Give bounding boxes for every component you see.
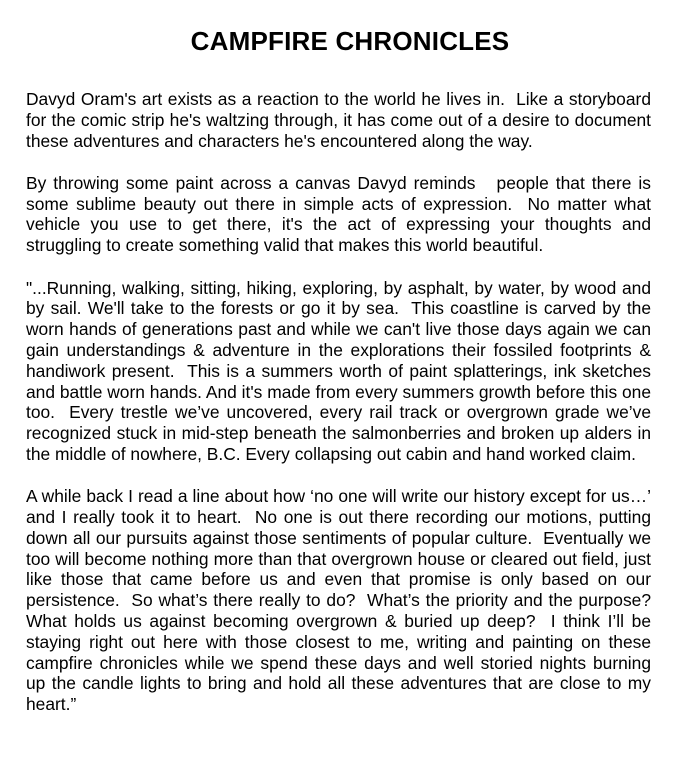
paragraph-quote: "...Running, walking, sitting, hiking, exploring, by asphalt, by water, by wood and by sail. We'll take to the forests or go it by sea. This coastline is carved by the worn hands of generations past and while we can't live those days again we can gain understandings & adventure in the explorations their fossiled footprints & handiwork present. This is a summers worth of paint splatterings, ink sketches and battle worn hands. And it's made from every summers growth before this one too. Every trestle we’ve uncovered, every rail track or overgrown grade we’ve recognized stuck in mid-step beneath the salmonberries and broken up alders in the middle of nowhere, B.C. Every collapsing out cabin and hand worked claim. [26,277,656,464]
page-title: CAMPFIRE CHRONICLES [190,26,510,56]
paragraph-history: A while back I read a line about how ‘no one will write our history except for us…’ and I really took it to heart. No one is out there recording our motions, putting down all our pursuits against those sentiments of popular culture. Eventually we too will become nothing more than that overgrown house or cleared out field, just like those that came before us and even that promise is only based on our persistence. So what’s there really to do? What’s the priority and the purpose? What holds us against becoming overgrown & buried up deep? I think I’ll be staying right out here with those closest to me, writing and painting on these campfire chronicles while we spend these days and well storied nights burning up the candle lights to bring and hold all these adventures that are close to my heart.” [26,486,661,715]
article-body [26,89,661,737]
paragraph-intro: Davyd Oram's art exists as a reaction to the world he lives in. Like a storyboard for the comic strip he's waltzing through, it has come out of a desire to document these adventures and characters he's encountered along the way. [26,89,656,151]
paragraph-expression: By throwing some paint across a canvas Davyd reminds people that there is some sublime beauty out there in simple acts of expression. No matter what vehicle you use to get there, it's the act of expressing your thoughts and struggling to create something valid that makes this world beautiful. [26,172,656,256]
